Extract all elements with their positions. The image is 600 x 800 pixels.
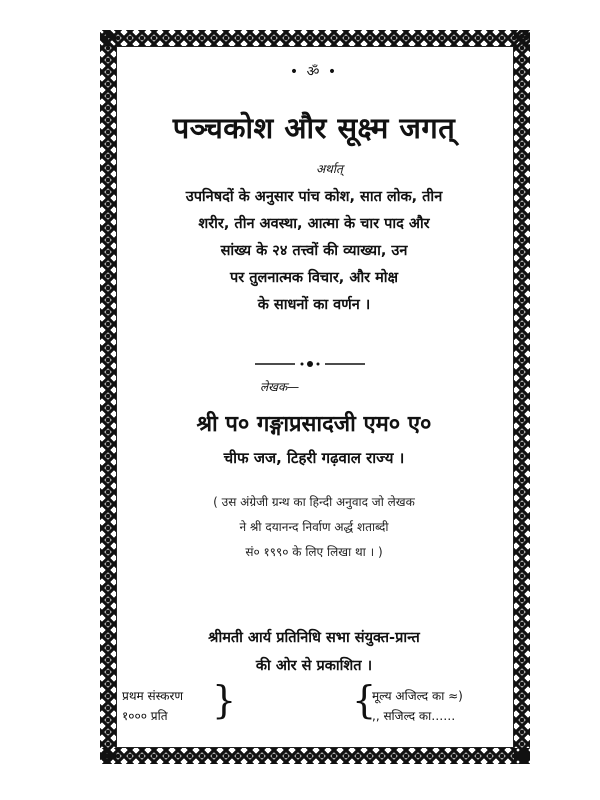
arthat-label: अर्थात्	[316, 162, 343, 176]
price-bound: ,, सजिल्द का……	[372, 709, 456, 723]
ornamental-border-bottom	[100, 748, 530, 764]
ornamental-border-right	[514, 30, 530, 764]
note-line: सं० १९९० के लिए लिखा था । )	[245, 545, 383, 559]
ornamental-border-left	[100, 30, 116, 764]
edition-copies: १००० प्रति	[122, 709, 168, 723]
description-line: पर तुलनात्मक विचार, और मोक्ष	[230, 270, 398, 286]
description-line: उपनिषदों के अनुसार पांच कोश, सात लोक, तीन	[185, 189, 443, 205]
closing-brace: }	[212, 678, 237, 722]
book-title: पञ्चकोश और सूक्ष्म जगत्	[172, 111, 456, 145]
ornamental-border-top	[100, 30, 530, 46]
description-line: के साधनों का वर्णन ।	[257, 297, 371, 313]
edition-info	[122, 686, 183, 726]
translation-note	[116, 490, 512, 565]
opening-brace: {	[352, 678, 377, 722]
description-line: सांख्य के २४ तत्त्वों की व्याख्या, उन	[220, 243, 408, 259]
author-role: चीफ जज, टिहरी गढ़वाल राज्य ।	[223, 449, 405, 467]
publisher-block	[116, 624, 512, 680]
author-name: श्री प० गङ्गाप्रसादजी एम० ए०	[196, 411, 432, 437]
note-line: ने श्री दयानन्द निर्वाण अर्द्ध शताब्दी	[239, 520, 389, 534]
edition-label: प्रथम संस्करण	[122, 689, 184, 703]
price-unbound: मूल्य अजिल्द का ≈)	[372, 689, 463, 703]
publisher-line: श्रीमती आर्य प्रतिनिधि सभा संयुक्त-प्रान्त	[208, 630, 420, 646]
om-symbol: • ॐ •	[289, 64, 339, 80]
description-block	[116, 184, 512, 319]
price-info	[372, 686, 463, 726]
publisher-line: की ओर से प्रकाशित ।	[255, 658, 373, 674]
note-line: ( उस अंग्रेजी ग्रन्थ का हिन्दी अनुवाद जो लेखक	[213, 495, 415, 509]
decorative-divider	[255, 360, 365, 368]
description-line: शरीर, तीन अवस्था, आत्मा के चार पाद और	[198, 216, 430, 232]
author-label: लेखक—	[260, 380, 300, 394]
